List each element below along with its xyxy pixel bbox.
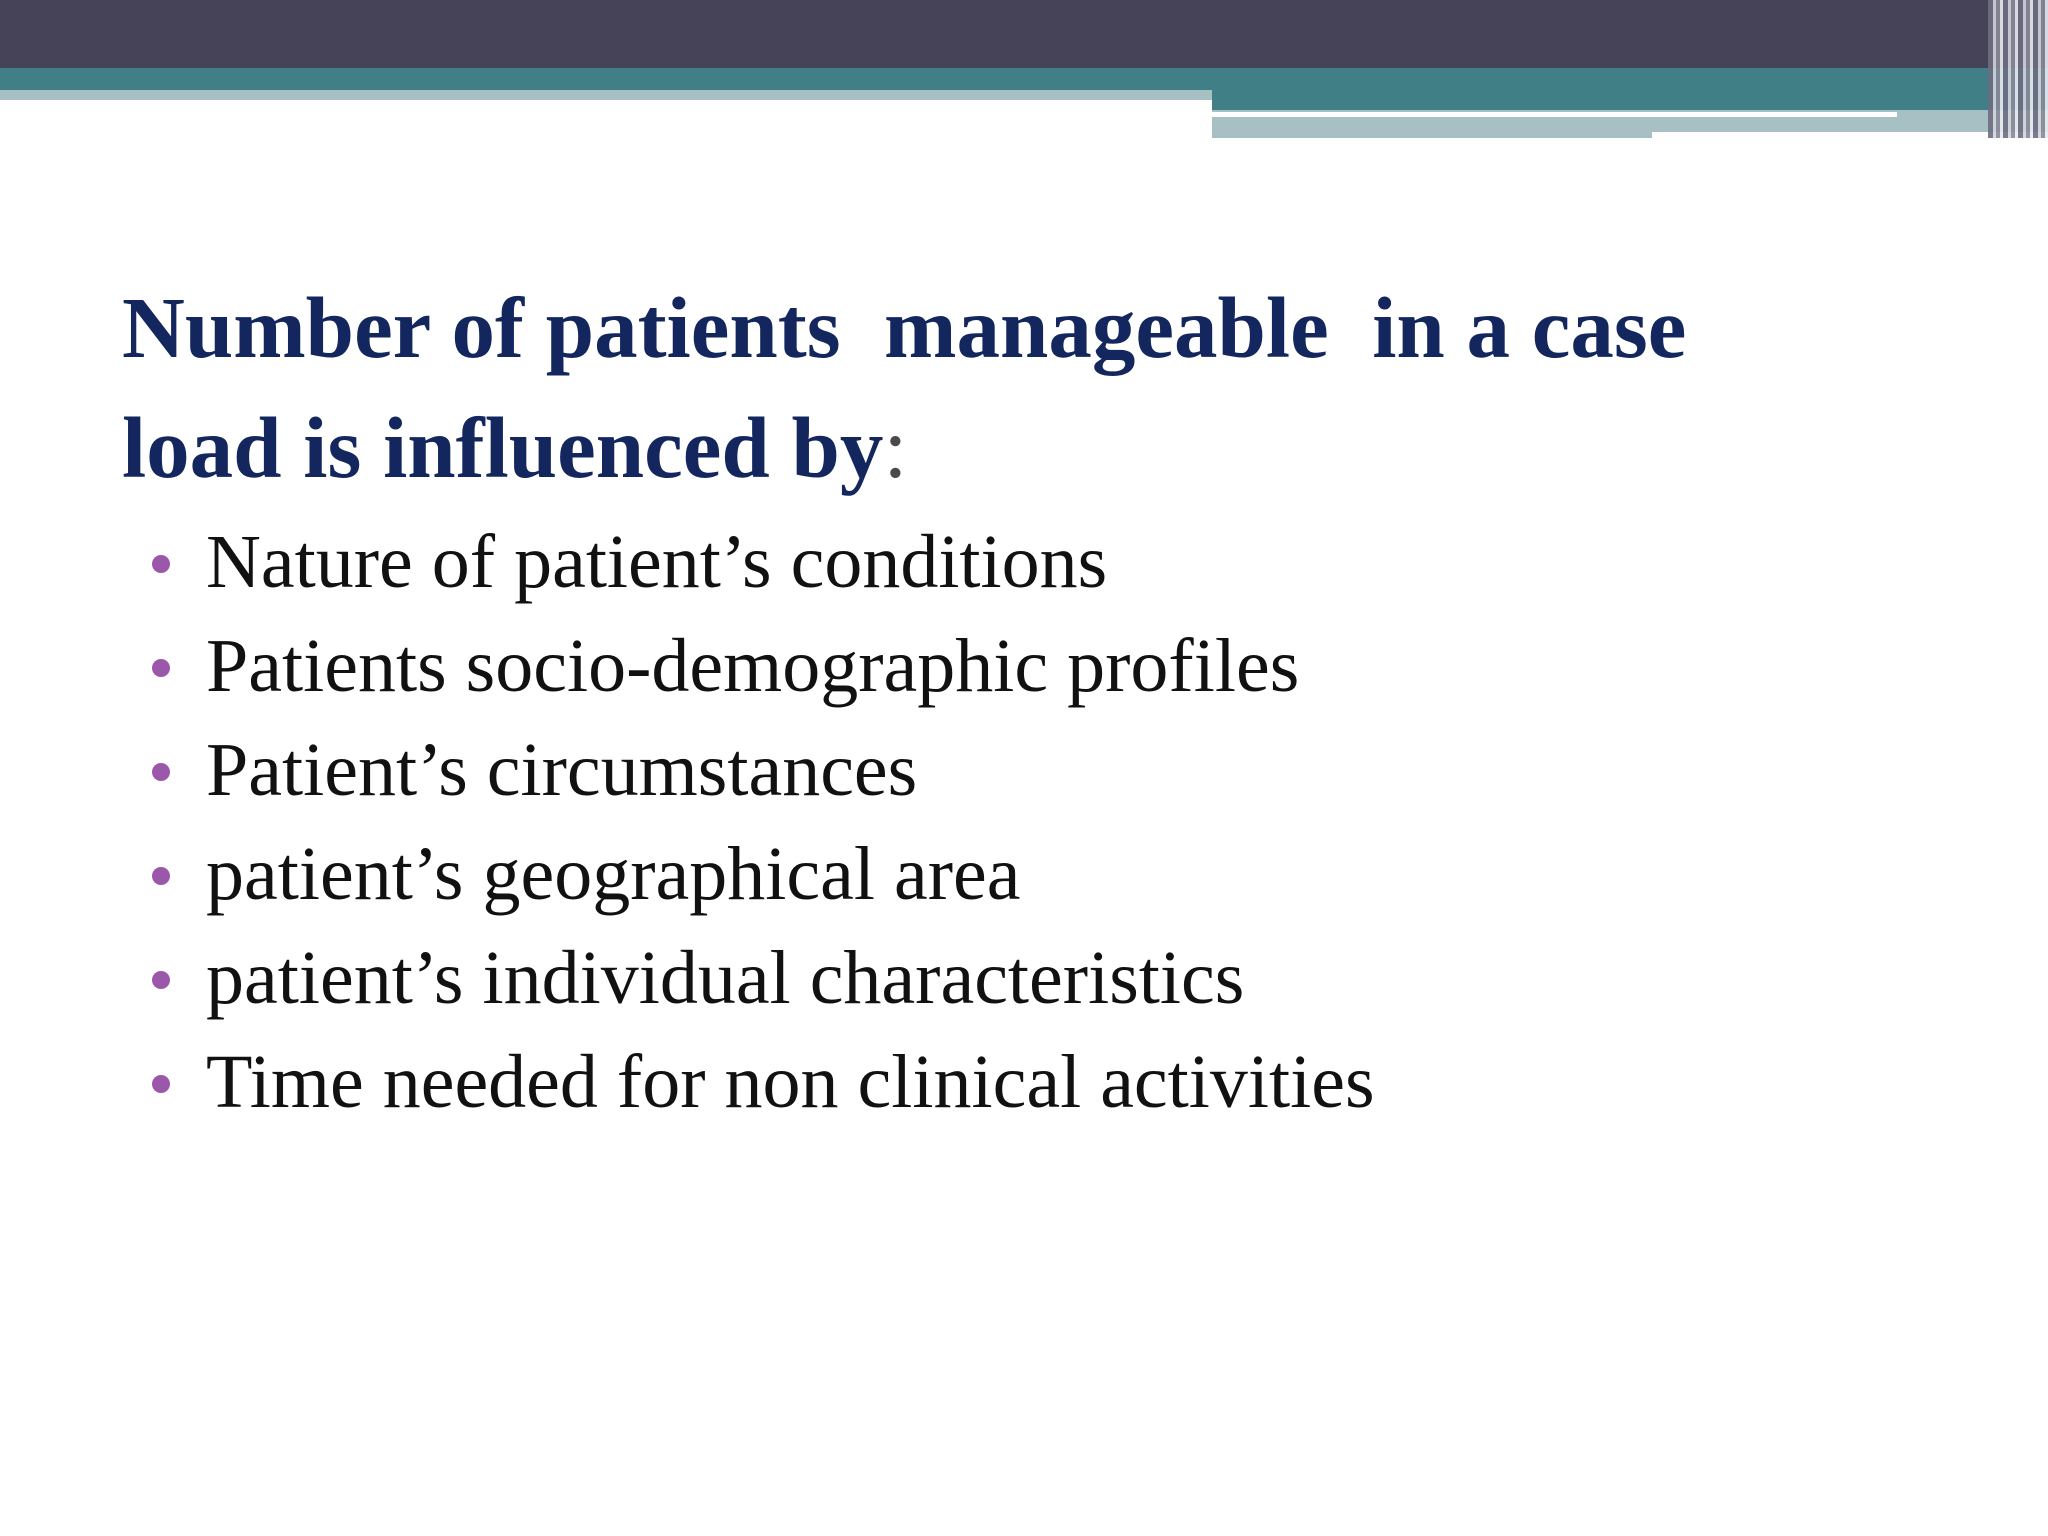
bullet-text: patient’s individual characteristics <box>206 936 1245 1020</box>
bullet-text: patient’s geographical area <box>206 832 1021 916</box>
bullet-item <box>150 926 1375 1030</box>
bullet-item <box>150 1030 1375 1134</box>
slide-title <box>122 268 1922 508</box>
bullet-item <box>150 510 1375 614</box>
bullet-text: Nature of patient’s conditions <box>206 520 1108 604</box>
bullet-text: Patient’s circumstances <box>206 728 918 812</box>
bullet-dot-icon <box>152 763 170 781</box>
slide-title-line-2: load is influenced by <box>122 399 884 496</box>
bullet-text: Patients socio-demographic profiles <box>206 624 1300 708</box>
slide-title-colon: : <box>883 399 908 496</box>
bullet-item <box>150 718 1375 822</box>
header-banner-teal <box>0 68 2048 90</box>
header-banner-teal-right <box>1212 90 2048 110</box>
header-stripes-decoration <box>1988 0 2048 138</box>
slide-title-line-1: Number of patients manageable in a case <box>122 279 1687 376</box>
bullet-dot-icon <box>152 1075 170 1093</box>
bullet-dot-icon <box>152 867 170 885</box>
bullet-item <box>150 614 1375 718</box>
header-banner-light-left <box>0 90 1212 100</box>
header-banner-dark <box>0 0 2048 68</box>
bullet-dot-icon <box>152 971 170 989</box>
bullet-dot-icon <box>152 555 170 573</box>
header-banner-accent-line <box>1212 112 1897 117</box>
bullet-item <box>150 822 1375 926</box>
bullet-dot-icon <box>152 659 170 677</box>
bullet-text: Time needed for non clinical activities <box>206 1040 1375 1124</box>
bullet-list <box>150 510 1375 1134</box>
